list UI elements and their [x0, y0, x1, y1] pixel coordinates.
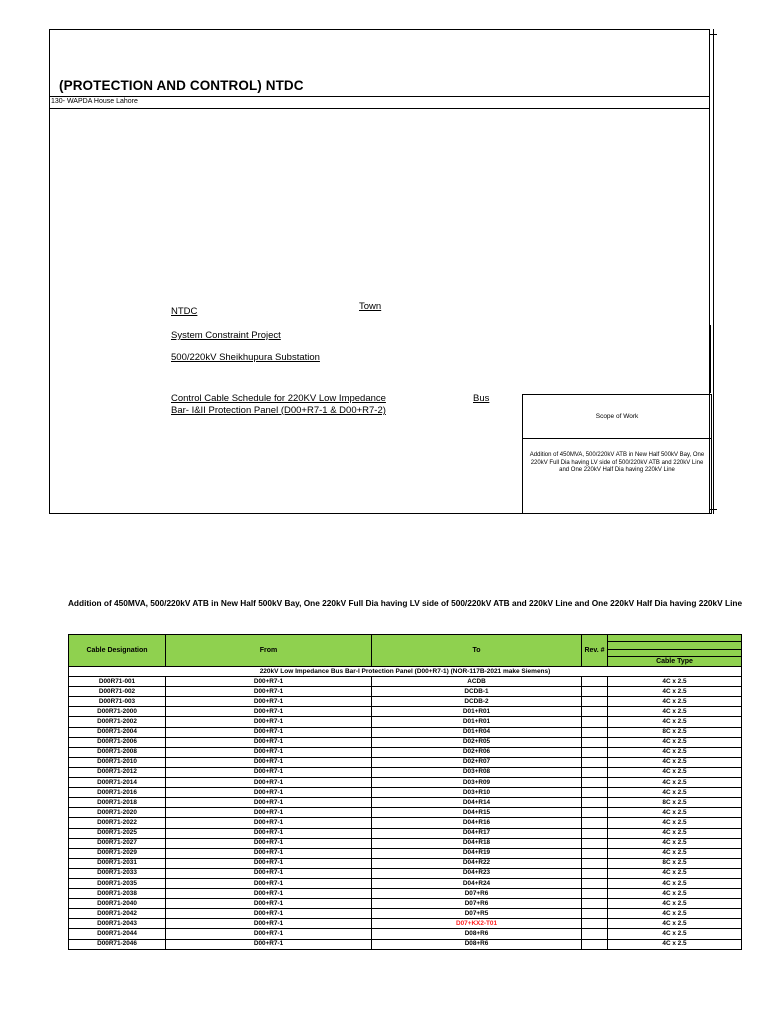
cell-to: DCDB-1: [372, 687, 582, 697]
cell-to: D04+R19: [372, 848, 582, 858]
cell-designation: D00R71-2000: [69, 707, 166, 717]
cell-designation: D00R71-2044: [69, 929, 166, 939]
table-row: [69, 828, 742, 838]
cell-cable-type: 4C x 2.5: [608, 848, 742, 858]
cell-from: D00+R7-1: [166, 778, 372, 788]
cell-from: D00+R7-1: [166, 767, 372, 777]
cell-rev: [582, 919, 608, 929]
cell-from: D00+R7-1: [166, 707, 372, 717]
table-row: [69, 929, 742, 939]
cell-designation: D00R71-2004: [69, 727, 166, 737]
table-row: [69, 707, 742, 717]
table-row: [69, 808, 742, 818]
table-row: [69, 919, 742, 929]
cell-to: ACDB: [372, 677, 582, 687]
cell-from: D00+R7-1: [166, 828, 372, 838]
rail-tick: [710, 34, 717, 35]
cell-rev: [582, 798, 608, 808]
cell-designation: D00R71-002: [69, 687, 166, 697]
cell-to: D02+R05: [372, 737, 582, 747]
cell-cable-type: 4C x 2.5: [608, 889, 742, 899]
cell-to: D02+R07: [372, 757, 582, 767]
table-row: [69, 798, 742, 808]
cell-rev: [582, 939, 608, 949]
cell-from: D00+R7-1: [166, 868, 372, 878]
cell-cable-type: 4C x 2.5: [608, 747, 742, 757]
cell-from: D00+R7-1: [166, 798, 372, 808]
cell-designation: D00R71-2046: [69, 939, 166, 949]
cell-designation: D00R71-2029: [69, 848, 166, 858]
table-row: [69, 677, 742, 687]
cell-from: D00+R7-1: [166, 818, 372, 828]
cell-cable-type: 8C x 2.5: [608, 727, 742, 737]
cell-to: D02+R06: [372, 747, 582, 757]
substation-name: 500/220kV Sheikhupura Substation: [171, 352, 320, 363]
cell-from: D00+R7-1: [166, 939, 372, 949]
cell-to: D08+R6: [372, 929, 582, 939]
table-row: [69, 697, 742, 707]
cell-designation: D00R71-2043: [69, 919, 166, 929]
cell-cable-type: 4C x 2.5: [608, 929, 742, 939]
cell-cable-type: 4C x 2.5: [608, 828, 742, 838]
cell-to: D07+R6: [372, 899, 582, 909]
cell-from: D00+R7-1: [166, 848, 372, 858]
cell-designation: D00R71-2002: [69, 717, 166, 727]
header-to: To: [372, 635, 582, 667]
cell-to: DCDB-2: [372, 697, 582, 707]
cell-to: D04+R23: [372, 868, 582, 878]
cell-designation: D00R71-003: [69, 697, 166, 707]
header-rev: Rev. #: [582, 635, 608, 667]
company-address: 130- WAPDA House Lahore: [51, 98, 138, 105]
table-row: [69, 747, 742, 757]
company-name: (PROTECTION AND CONTROL) NTDC: [59, 78, 304, 93]
bus-label: Bus: [473, 393, 490, 404]
cell-from: D00+R7-1: [166, 909, 372, 919]
cell-cable-type: 4C x 2.5: [608, 707, 742, 717]
cell-rev: [582, 818, 608, 828]
rail-segment: [710, 325, 711, 393]
cell-from: D00+R7-1: [166, 858, 372, 868]
cell-cable-type: 4C x 2.5: [608, 737, 742, 747]
cell-to: D04+R17: [372, 828, 582, 838]
table-row: [69, 788, 742, 798]
scope-title: Scope of Work: [595, 413, 639, 420]
cell-cable-type: 8C x 2.5: [608, 858, 742, 868]
cell-rev: [582, 909, 608, 919]
cell-to: D08+R6: [372, 939, 582, 949]
cell-designation: D00R71-2008: [69, 747, 166, 757]
cell-cable-type: 4C x 2.5: [608, 939, 742, 949]
cell-designation: D00R71-2031: [69, 858, 166, 868]
cell-cable-type: 4C x 2.5: [608, 778, 742, 788]
table-row: [69, 737, 742, 747]
project-name: System Constraint Project: [171, 330, 281, 341]
cell-rev: [582, 929, 608, 939]
cell-designation: D00R71-2006: [69, 737, 166, 747]
cell-rev: [582, 858, 608, 868]
table-row: [69, 717, 742, 727]
table-row: [69, 899, 742, 909]
cell-designation: D00R71-2035: [69, 878, 166, 888]
cell-to: D07+R5: [372, 909, 582, 919]
cell-designation: D00R71-2027: [69, 838, 166, 848]
cell-to: D01+R01: [372, 717, 582, 727]
divider: [523, 438, 711, 439]
cell-rev: [582, 889, 608, 899]
cell-from: D00+R7-1: [166, 919, 372, 929]
schedule-title-line2: Bar- I&II Protection Panel (D00+R7-1 & D00+R7-2): [171, 405, 386, 416]
header-designation: Cable Designation: [69, 635, 166, 667]
cell-cable-type: 4C x 2.5: [608, 878, 742, 888]
header-blank: [608, 650, 742, 657]
divider: [49, 108, 710, 109]
table-row: [69, 858, 742, 868]
cell-rev: [582, 878, 608, 888]
cell-designation: D00R71-2014: [69, 778, 166, 788]
cell-from: D00+R7-1: [166, 878, 372, 888]
cell-designation: D00R71-2016: [69, 788, 166, 798]
cell-designation: D00R71-2010: [69, 757, 166, 767]
table-row: [69, 778, 742, 788]
cell-designation: D00R71-2020: [69, 808, 166, 818]
cell-from: D00+R7-1: [166, 747, 372, 757]
cell-cable-type: 4C x 2.5: [608, 687, 742, 697]
cell-to: D07+KX2-T01: [372, 919, 582, 929]
cell-rev: [582, 767, 608, 777]
cell-rev: [582, 899, 608, 909]
cell-cable-type: 8C x 2.5: [608, 798, 742, 808]
table-row: [69, 909, 742, 919]
schedule-title-line1: Control Cable Schedule for 220KV Low Impedance: [171, 393, 386, 404]
cell-to: D04+R15: [372, 808, 582, 818]
cell-designation: D00R71-2033: [69, 868, 166, 878]
cell-to: D04+R14: [372, 798, 582, 808]
cell-rev: [582, 828, 608, 838]
cell-to: D04+R18: [372, 838, 582, 848]
header-from: From: [166, 635, 372, 667]
cell-cable-type: 4C x 2.5: [608, 717, 742, 727]
frame-right-rail: [713, 29, 714, 514]
cell-from: D00+R7-1: [166, 717, 372, 727]
cell-rev: [582, 677, 608, 687]
header-cable-type: Cable Type: [608, 657, 742, 667]
cell-designation: D00R71-2025: [69, 828, 166, 838]
cell-rev: [582, 808, 608, 818]
client-name: NTDC: [171, 306, 198, 317]
table-row: [69, 727, 742, 737]
cell-cable-type: 4C x 2.5: [608, 868, 742, 878]
divider: [49, 96, 710, 97]
cell-cable-type: 4C x 2.5: [608, 838, 742, 848]
table-row: [69, 838, 742, 848]
table-row: [69, 848, 742, 858]
cell-rev: [582, 697, 608, 707]
cell-cable-type: 4C x 2.5: [608, 677, 742, 687]
cell-cable-type: 4C x 2.5: [608, 909, 742, 919]
cell-from: D00+R7-1: [166, 899, 372, 909]
header-blank: [608, 635, 742, 642]
cell-cable-type: 4C x 2.5: [608, 788, 742, 798]
cell-to: D01+R01: [372, 707, 582, 717]
cable-schedule-table: [68, 634, 742, 950]
cell-from: D00+R7-1: [166, 838, 372, 848]
cell-from: D00+R7-1: [166, 677, 372, 687]
cell-to: D03+R10: [372, 788, 582, 798]
cell-cable-type: 4C x 2.5: [608, 697, 742, 707]
cell-designation: D00R71-2012: [69, 767, 166, 777]
cell-rev: [582, 747, 608, 757]
cell-from: D00+R7-1: [166, 757, 372, 767]
cell-to: D07+R6: [372, 889, 582, 899]
cell-rev: [582, 788, 608, 798]
cell-from: D00+R7-1: [166, 697, 372, 707]
cell-rev: [582, 737, 608, 747]
table-row: [69, 757, 742, 767]
cell-cable-type: 4C x 2.5: [608, 899, 742, 909]
table-row: [69, 818, 742, 828]
cell-designation: D00R71-001: [69, 677, 166, 687]
table-row: [69, 878, 742, 888]
cell-cable-type: 4C x 2.5: [608, 808, 742, 818]
cell-from: D00+R7-1: [166, 929, 372, 939]
cell-from: D00+R7-1: [166, 788, 372, 798]
cell-rev: [582, 778, 608, 788]
scope-of-work-box: [522, 394, 712, 514]
table-row: [69, 939, 742, 949]
cell-designation: D00R71-2022: [69, 818, 166, 828]
cell-designation: D00R71-2038: [69, 889, 166, 899]
cell-rev: [582, 838, 608, 848]
cell-designation: D00R71-2042: [69, 909, 166, 919]
cell-designation: D00R71-2040: [69, 899, 166, 909]
cell-rev: [582, 757, 608, 767]
section-title: 220kV Low Impedance Bus Bar-I Protection Panel (D00+R7-1) (NOR-117B-2021 make Siemens): [69, 667, 742, 677]
cell-cable-type: 4C x 2.5: [608, 767, 742, 777]
cell-rev: [582, 848, 608, 858]
cell-designation: D00R71-2018: [69, 798, 166, 808]
cell-rev: [582, 727, 608, 737]
cell-to: D03+R08: [372, 767, 582, 777]
cell-cable-type: 4C x 2.5: [608, 919, 742, 929]
cell-to: D04+R22: [372, 858, 582, 868]
scope-description: Addition of 450MVA, 500/220kV ATB in New Half 500kV Bay, One 220kV Full Dia having LV side of 500/220kV ATB and 220kV Line and One 220kV Half Dia having 220kV Line: [529, 452, 705, 473]
cell-rev: [582, 868, 608, 878]
cell-rev: [582, 717, 608, 727]
cell-to: D03+R09: [372, 778, 582, 788]
cell-to: D01+R04: [372, 727, 582, 737]
table-row: [69, 687, 742, 697]
cell-rev: [582, 687, 608, 697]
cell-rev: [582, 707, 608, 717]
town-label: Town: [359, 301, 382, 312]
cell-to: D04+R24: [372, 878, 582, 888]
schedule-heading: Addition of 450MVA, 500/220kV ATB in New Half 500kV Bay, One 220kV Full Dia having LV side of 500/220kV ATB and 220kV Line and One 220kV Half Dia having 220kV Line: [67, 598, 743, 608]
cell-from: D00+R7-1: [166, 687, 372, 697]
cell-from: D00+R7-1: [166, 727, 372, 737]
cell-from: D00+R7-1: [166, 737, 372, 747]
cell-cable-type: 4C x 2.5: [608, 757, 742, 767]
table-row: [69, 889, 742, 899]
cell-cable-type: 4C x 2.5: [608, 818, 742, 828]
header-blank: [608, 642, 742, 650]
cell-from: D00+R7-1: [166, 889, 372, 899]
table-row: [69, 868, 742, 878]
cell-to: D04+R16: [372, 818, 582, 828]
cell-from: D00+R7-1: [166, 808, 372, 818]
table-row: [69, 767, 742, 777]
